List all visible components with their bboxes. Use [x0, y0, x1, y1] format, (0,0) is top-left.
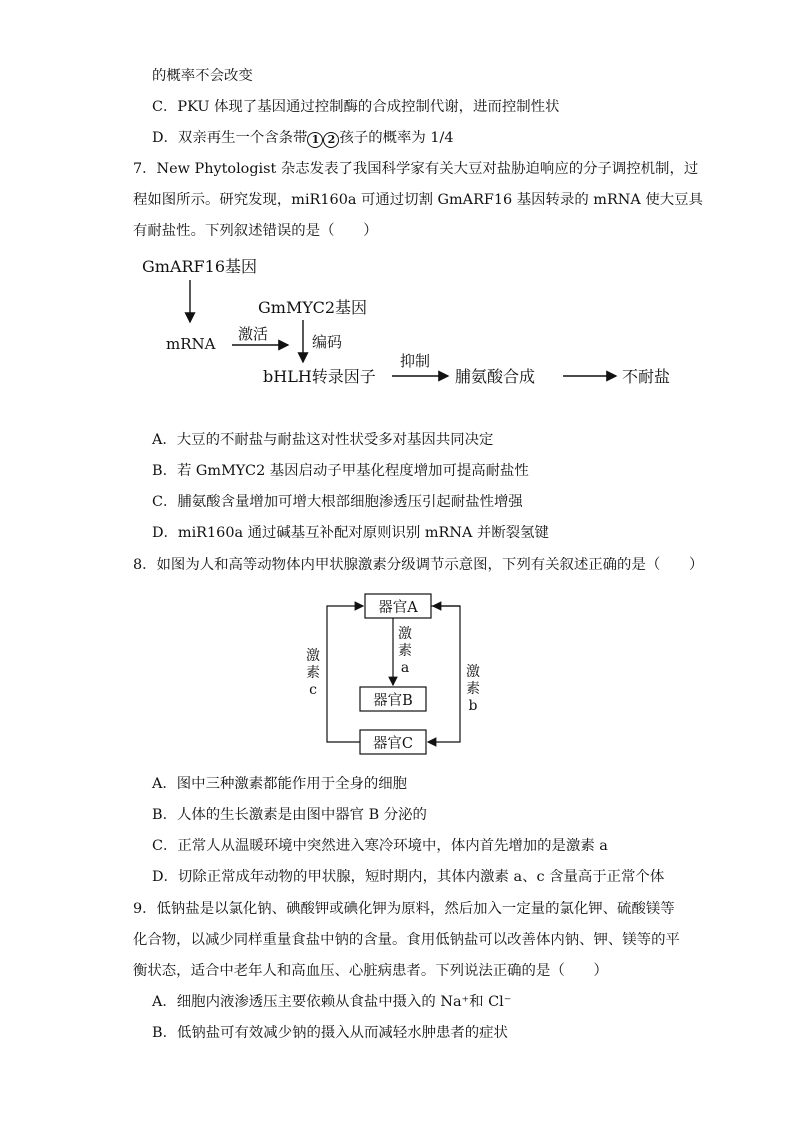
hormone-c-char1: 激	[306, 648, 320, 664]
q7-pathway-diagram	[0, 250, 794, 390]
hormone-b-char2: 素	[466, 681, 480, 697]
q6-option-d-suffix: 孩子的概率为 1/4	[339, 130, 454, 146]
q7-stem-line2: 程如图所示。研究发现，miR160a 可通过切割 GmARF16 基因转录的 mRNA 使大豆具	[133, 192, 703, 208]
gene-gmmyc2-label: GmMYC2基因	[258, 298, 368, 317]
hormone-a-char1: 激	[398, 626, 412, 642]
q7-stem-line1: 7．New Phytologist 杂志发表了我国科学家有关大豆对盐胁迫响应的分子调控机制，过	[133, 161, 699, 177]
q9-option-b: B．低钠盐可有效减少钠的摄入从而减轻水肿患者的症状	[152, 1025, 508, 1041]
q6-continuation: 的概率不会改变	[152, 68, 253, 84]
q8-stem: 8．如图为人和高等动物体内甲状腺激素分级调节示意图，下列有关叙述正确的是（ ）	[133, 557, 704, 573]
q9-stem-line3: 衡状态，适合中老年人和高血压、心脏病患者。下列说法正确的是（ ）	[133, 963, 608, 979]
q6-option-c: C．PKU 体现了基因通过控制酶的合成控制代谢，进而控制性状	[152, 99, 560, 115]
encode-label: 编码	[312, 333, 343, 351]
q7-option-a: A．大豆的不耐盐与耐盐这对性状受多对基因共同决定	[152, 432, 494, 448]
circled-2-icon: 2	[323, 132, 339, 148]
not-salt-tolerant-label: 不耐盐	[622, 367, 671, 386]
hormone-c-arrow	[327, 606, 363, 742]
circled-1-icon: 1	[307, 132, 323, 148]
gene-gmarf16-label: GmARF16基因	[142, 257, 258, 276]
organ-b-label: 器官B	[373, 693, 413, 709]
activate-label: 激活	[238, 325, 269, 343]
q7-option-d: D．miR160a 通过碱基互补配对原则识别 mRNA 并断裂氢键	[152, 525, 549, 541]
q7-option-b: B．若 GmMYC2 基因启动子甲基化程度增加可提高耐盐性	[152, 463, 529, 479]
q8-option-d: D．切除正常成年动物的甲状腺，短时期内，其体内激素 a、c 含量高于正常个体	[152, 869, 665, 885]
hormone-a-char2: 素	[398, 643, 412, 659]
mrna-label: mRNA	[166, 335, 216, 353]
proline-synthesis-label: 脯氨酸合成	[455, 367, 536, 386]
inhibit-label: 抑制	[400, 352, 431, 370]
q8-option-b: B．人体的生长激素是由图中器官 B 分泌的	[152, 807, 427, 823]
q6-option-d	[152, 128, 454, 148]
bhlh-tf-label: bHLH转录因子	[263, 367, 376, 386]
hormone-b-char3: b	[468, 698, 478, 714]
q7-stem-line3: 有耐盐性。下列叙述错误的是（ ）	[133, 223, 378, 239]
q6-option-d-prefix: D．双亲再生一个含条带	[152, 130, 308, 146]
hormone-b-char1: 激	[466, 664, 480, 680]
organ-a-label: 器官A	[378, 600, 418, 616]
q9-stem-line1: 9．低钠盐是以氯化钠、碘酸钾或碘化钾为原料，然后加入一定量的氯化钾、硫酸镁等	[133, 901, 675, 917]
hormone-c-char2: 素	[306, 665, 320, 681]
q7-option-c: C．脯氨酸含量增加可增大根部细胞渗透压引起耐盐性增强	[152, 494, 523, 510]
hormone-a-char3: a	[400, 660, 410, 676]
q9-stem-line2: 化合物，以减少同样重量食盐中钠的含量。食用低钠盐可以改善体内钠、钾、镁等的平	[133, 932, 680, 948]
q8-option-a: A．图中三种激素都能作用于全身的细胞	[152, 776, 408, 792]
hormone-b-arrow	[428, 606, 460, 742]
q8-option-c: C．正常人从温暖环境中突然进入寒冷环境中，体内首先增加的是激素 a	[152, 838, 608, 854]
q9-option-a: A．细胞内液渗透压主要依赖从食盐中摄入的 Na⁺和 Cl⁻	[152, 994, 512, 1010]
hormone-c-char3: c	[309, 682, 317, 698]
organ-c-label: 器官C	[372, 736, 414, 752]
q8-thyroid-regulation-diagram	[0, 588, 794, 758]
